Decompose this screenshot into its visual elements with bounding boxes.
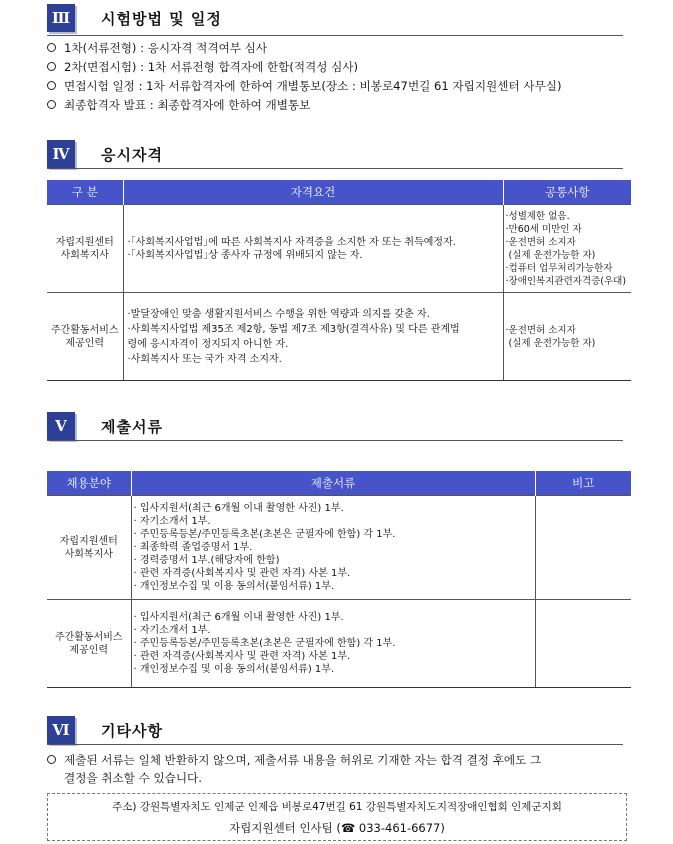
column-header: 비고 <box>535 471 631 496</box>
section-divider <box>47 440 623 441</box>
common-cell: ·운전면허 소지자 (실제 운전가능한 자) <box>503 293 631 381</box>
other-note: 제출된 서류는 일체 반환하지 않으며, 제출서류 내용을 허위로 기재한 자는 합격 결정 후에도 그 결정을 취소할 수 있습니다. <box>47 751 627 787</box>
section-number: Ⅲ <box>47 4 75 32</box>
table-row <box>47 205 631 293</box>
section-header-documents <box>47 412 163 440</box>
section-number: Ⅵ <box>47 716 75 744</box>
contact-line: 자립지원센터 인사팀 (☎ 033-461-6677) <box>229 821 445 835</box>
common-cell: ·성별제한 없음. ·만60세 미만인 자 ·운전면허 소지자 (실제 운전가능한 자) ·컴퓨터 업무처리가능한자 ·장애인복지관련자격증(우대) <box>503 205 631 293</box>
section-header-exam <box>47 4 222 32</box>
qualification-table <box>47 180 631 381</box>
category-cell: 자립지원센터 사회복지사 <box>47 496 131 600</box>
category-cell: 주간활동서비스 제공인력 <box>47 600 131 688</box>
circle-bullet-icon <box>47 100 56 109</box>
table-row <box>47 496 631 600</box>
list-item: 2차(면접시험) : 1차 서류전형 합격자에 한함(적격성 심사) <box>47 59 358 76</box>
section-title: 제출서류 <box>101 417 163 436</box>
circle-bullet-icon <box>47 81 56 90</box>
section-divider <box>47 35 623 36</box>
address-text: 주소) 강원특별자치도 인제군 인제읍 비봉로47번길 61 강원특별자치도지적장애인협회 인제군지회 <box>112 801 562 813</box>
list-item: 면접시험 일정 : 1차 서류합격자에 한하여 개별통보(장소 : 비봉로47번길 61 자립지원센터 사무실) <box>47 78 561 95</box>
requirements-cell: ·｢사회복지사업법｣에 따른 사회복지사 자격증을 소지한 자 또는 취득예정자. ·｢사회복지사업법｣상 종사자 규정에 위배되지 않는 자. <box>123 205 503 293</box>
documents-cell: · 입사지원서(최근 6개월 이내 촬영한 사진) 1부. · 자기소개서 1부. · 주민등록등본/주민등록초본(초본은 군필자에 한함) 각 1부. · 최종학력 졸업증명서 1부. · 경력증명서 1부.(해당자에 한함) · 관련 자격증(사회복지사 및 관련 자격) 사본 1부. · 개인정보수집 및 이용 동의서(붙임서류) 1부. <box>131 496 535 600</box>
phone-number: 033-461-6677) <box>355 821 445 835</box>
table-header-row <box>47 471 631 496</box>
note-cell <box>535 600 631 688</box>
column-header: 구 분 <box>47 180 123 205</box>
list-item: 최종합격자 발표 : 최종합격자에 한하여 개별통보 <box>47 97 310 114</box>
column-header: 공통사항 <box>503 180 631 205</box>
contact-box <box>47 793 627 841</box>
section-title: 기타사항 <box>101 721 163 740</box>
requirements-cell: ·발달장애인 맞춤 생활지원서비스 수행을 위한 역량과 의지를 갖춘 자. ·사회복지사업법 제35조 제2항, 동법 제7조 제3항(결격사유) 및 다른 관계법 령에 응시자격이 정지되지 아니한 자. ·사회복지사 또는 국가 자격 소지자. <box>123 293 503 381</box>
circle-bullet-icon <box>47 43 56 52</box>
column-header: 자격요건 <box>123 180 503 205</box>
section-header-qualification <box>47 140 163 168</box>
documents-table <box>47 471 631 688</box>
section-title: 응시자격 <box>101 145 163 164</box>
note-cell <box>535 496 631 600</box>
section-divider <box>47 744 623 745</box>
category-cell: 자립지원센터 사회복지사 <box>47 205 123 293</box>
list-item: 1차(서류전형) : 응시자격 적격여부 심사 <box>47 40 267 57</box>
section-title: 시험방법 및 일정 <box>101 9 222 28</box>
table-header-row <box>47 180 631 205</box>
table-row <box>47 600 631 688</box>
section-header-other <box>47 716 163 744</box>
section-number: Ⅳ <box>47 140 75 168</box>
column-header: 제출서류 <box>131 471 535 496</box>
circle-bullet-icon <box>47 62 56 71</box>
circle-bullet-icon <box>47 755 56 764</box>
table-row <box>47 293 631 381</box>
phone-icon: ☎ <box>340 821 356 835</box>
section-number: Ⅴ <box>47 412 75 440</box>
documents-cell: · 입사지원서(최근 6개월 이내 촬영한 사진) 1부. · 자기소개서 1부. · 주민등록등본/주민등록초본(초본은 군필자에 한함) 각 1부. · 관련 자격증(사회복지사 및 관련 자격) 사본 1부. · 개인정보수집 및 이용 동의서(붙임서류) 1부. <box>131 600 535 688</box>
section-divider <box>47 168 623 169</box>
category-cell: 주간활동서비스 제공인력 <box>47 293 123 381</box>
column-header: 채용분야 <box>47 471 131 496</box>
